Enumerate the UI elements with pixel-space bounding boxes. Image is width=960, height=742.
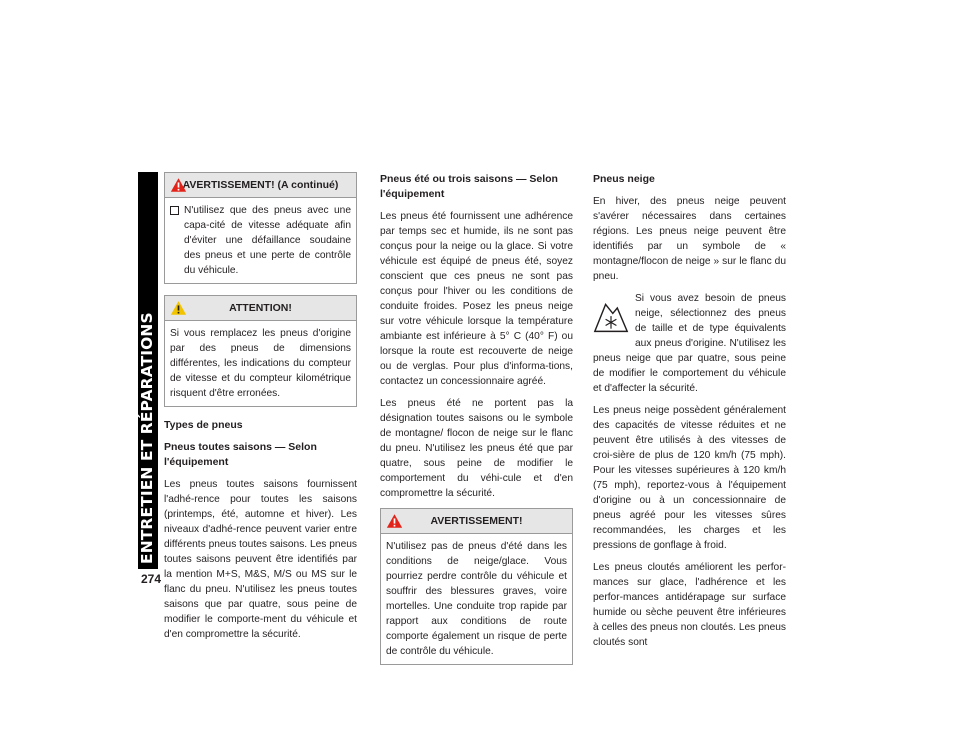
warning-triangle-icon	[386, 513, 403, 529]
checkbox-icon	[170, 206, 179, 215]
paragraph: En hiver, des pneus neige peuvent s'avérer nécessaires dans certaines régions. Les pneus neige peuvent être identifiés par un symbole de « montagne/flocon de neige » sur le flanc du pneu.	[593, 196, 786, 282]
bullet-item	[170, 203, 351, 278]
subsection-title: Pneus neige	[593, 173, 655, 185]
warning-triangle-icon	[170, 300, 187, 316]
paragraph: Si vous avez besoin de pneus neige, sélectionnez des pneus de taille et de type équivalents aux pneus d'origine. N'utilisez les pneus neige que par quatre, sous peine de modifier le comportement du véhicule et d'affecter la sécurité.	[593, 293, 786, 394]
mountain-snowflake-icon	[593, 299, 629, 335]
paragraph: Les pneus été ne portent pas la désignation toutes saisons ou le symbole de montagne/ flocon de neige sur le flanc du pneu. N'utilisez les pneus été que par quatre, sous peine de modifier le comportement du véhi-cule et d'en compromettre la sécurité.	[380, 398, 573, 499]
warning-box-body	[165, 198, 356, 283]
warning-box-header	[381, 509, 572, 534]
page-number: 274	[141, 572, 162, 586]
attention-box-body: Si vous remplacez les pneus d'origine par des pneus de dimensions différentes, les indications du compteur de vitesse et du compteur kilométrique risquent d'être erronées.	[170, 328, 351, 399]
paragraph: Les pneus cloutés améliorent les perfor-mances sur glace, l'adhérence et les perfor-mances antidérapage sur surface humide ou sèche peuvent être inférieures à celles des pneus non cloutés. Les pneus cloutés sont	[593, 562, 786, 648]
column-3	[593, 172, 786, 657]
subsection-title: Pneus été ou trois saisons — Selon l'équipement	[380, 173, 558, 200]
paragraph: Les pneus été fournissent une adhérence par temps sec et humide, ils ne sont pas conçus pour la neige ou la glace. Si votre véhicule est équipé de pneus été, soyez conscient que ces pneus ne sont pas conçus pour l'hiver ou les conditions de conduite froides. Posez les pneus neige sur votre véhicule lorsque la température ambiante est inférieure à 5° C (40° F) ou lorsque la route est recouverte de neige ou de verglas. Pour plus d'informa-tions, contactez un concessionnaire agréé.	[380, 211, 573, 387]
chapter-title: ENTRETIEN ET RÉPARATIONS	[138, 312, 156, 564]
warning-box	[380, 508, 573, 665]
attention-box	[164, 295, 357, 407]
warning-box-title: AVERTISSEMENT! (A continué)	[182, 179, 339, 191]
bullet-text: N'utilisez que des pneus avec une capa-cité de vitesse adéquate afin d'éviter une défaillance soudaine des pneus et une perte de contrôle du véhicule.	[184, 205, 351, 276]
chapter-side-tab	[138, 172, 158, 569]
column-2	[380, 172, 573, 676]
warning-box-header	[165, 173, 356, 198]
paragraph: Les pneus toutes saisons fournissent l'adhé-rence pour toutes les saisons (printemps, été, automne et hiver). Les niveaux d'adhé-rence peuvent varier entre différents pneus toutes saisons. Les pneus toutes saisons peuvent être identifiés par la mention M+S, M&S, M/S ou MS sur le flanc du pneu. N'utilisez les pneus toutes saisons que par quatre, sous peine de modifier le comporte-ment du véhicule et d'en compromettre la sécurité.	[164, 479, 357, 640]
snow-tire-note	[593, 291, 786, 396]
attention-box-header	[165, 296, 356, 321]
subsection-title: Pneus toutes saisons — Selon l'équipement	[164, 441, 317, 468]
warning-continued-box	[164, 172, 357, 284]
section-title: Types de pneus	[164, 419, 243, 431]
warning-box-title: AVERTISSEMENT!	[430, 515, 523, 527]
attention-box-title: ATTENTION!	[229, 302, 292, 314]
warning-triangle-icon	[170, 177, 187, 193]
column-1	[164, 172, 357, 649]
paragraph: Les pneus neige possèdent généralement des capacités de vitesse réduites et ne peuvent être utilisés à des vitesses de croi-sière de plus de 120 km/h (75 mph). Pour les vitesses supérieures à 120 km/h (75 mph), reportez-vous à l'équipement d'origine ou à un concessionnaire de pneus agréé pour les vitesses sûres recommandées, les charges et les pressions de gonflage à froid.	[593, 405, 786, 551]
warning-box-body: N'utilisez pas de pneus d'été dans les conditions de neige/glace. Vous pourriez perdre contrôle du véhicule et souffrir des blessures graves, voire mortelles. Une conduite trop rapide par rapport aux conditions de route comporte également un risque de perte de contrôle du véhicule.	[386, 541, 567, 657]
